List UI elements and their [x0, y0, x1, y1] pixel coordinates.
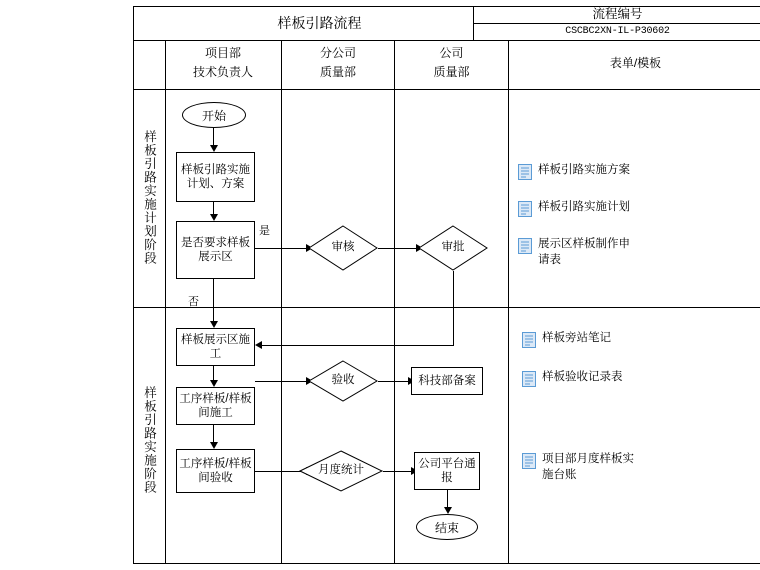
phase-exec-label: 样板引路实施阶段 [142, 386, 157, 494]
process-code-value: CSCBC2XN-IL-P30602 [565, 26, 670, 37]
col-company-quality-line1: 公司 [439, 46, 464, 61]
col-branch-quality-line1: 分公司 [319, 46, 356, 61]
node-process-build[interactable]: 工序样板/样板间施工 [176, 387, 255, 425]
node-monthly-stat[interactable] [299, 450, 383, 492]
edge-start-to-plan-arrow [210, 145, 218, 152]
document-icon [518, 238, 532, 260]
edge-approve-down [453, 271, 454, 345]
node-decision-need-model-area[interactable]: 是否要求样板展示区 [176, 221, 255, 279]
col-branch-quality-line2: 质量部 [319, 65, 356, 80]
edge-acceptance-to-record [378, 381, 410, 382]
node-monthly-stat-label: 月度统计 [318, 464, 364, 477]
edge-decision-to-review [255, 248, 308, 249]
document-icon [518, 201, 532, 223]
edge-process-to-accept [213, 425, 214, 443]
edge-modelarea-to-process-arrow [210, 380, 218, 387]
col-sep-1 [281, 40, 282, 564]
edge-notice-to-end [447, 490, 448, 508]
node-review[interactable] [308, 225, 378, 271]
form-plan-label: 样板引路实施计划 [538, 201, 630, 213]
node-acceptance-label: 验收 [331, 374, 355, 387]
phase-column-line [165, 40, 166, 564]
edge-notice-to-end-arrow [444, 507, 452, 514]
frame-bottom [133, 563, 760, 564]
form-supervision-note[interactable] [522, 331, 642, 354]
edge-monthly-to-notice [383, 471, 413, 472]
edge-start-to-plan [213, 128, 214, 145]
node-approve[interactable] [418, 225, 488, 271]
node-review-label: 审核 [331, 241, 355, 254]
edge-approve-to-modelarea-arrow [255, 341, 262, 349]
node-acceptance[interactable] [308, 360, 378, 402]
node-company-notice[interactable]: 公司平台通报 [414, 452, 480, 490]
edge-review-to-approve [378, 248, 418, 249]
form-apply-label: 展示区样板制作申请表 [538, 238, 630, 266]
document-icon [518, 164, 532, 186]
form-apply[interactable] [518, 237, 638, 268]
col-sep-2 [394, 40, 395, 564]
node-start[interactable]: 开始 [182, 102, 246, 128]
edge-label-yes: 是 [259, 225, 270, 237]
phase-plan-label: 样板引路实施计划阶段 [142, 130, 157, 265]
document-icon [522, 332, 536, 354]
colheader-bottom-line [133, 89, 760, 90]
form-monthly-ledger[interactable] [522, 452, 634, 483]
form-supervision-note-label: 样板旁站笔记 [542, 332, 611, 344]
col-company-quality-line2: 质量部 [433, 65, 470, 80]
col-sep-3 [508, 40, 509, 564]
col-forms-line1: 表单/模板 [609, 56, 662, 71]
form-acceptance-record[interactable] [522, 370, 634, 393]
form-plan-scheme-label: 样板引路实施方案 [538, 164, 630, 176]
form-acceptance-record-label: 样板验收记录表 [542, 371, 623, 383]
form-plan-scheme[interactable] [518, 163, 638, 186]
edge-approve-left [262, 345, 454, 346]
edge-label-no: 否 [188, 296, 199, 308]
node-approve-label: 审批 [441, 241, 465, 254]
document-icon [522, 453, 536, 475]
edge-no-down [213, 279, 214, 322]
col-project-dept-line1: 项目部 [204, 46, 241, 61]
edge-process-to-accept-arrow [210, 442, 218, 449]
header-bottom-line [133, 40, 760, 41]
page-title: 样板引路流程 [277, 14, 362, 31]
form-monthly-ledger-label: 项目部月度样板实施台账 [542, 453, 634, 481]
node-process-accept[interactable]: 工序样板/样板间验收 [176, 449, 255, 493]
process-code-label: 流程编号 [592, 7, 643, 22]
node-plan-doc[interactable]: 样板引路实施计划、方案 [176, 152, 255, 202]
col-project-dept-line2: 技术负责人 [192, 65, 253, 80]
edge-plan-to-decision-arrow [210, 214, 218, 221]
edge-to-acceptance [255, 381, 308, 382]
edge-modelarea-to-process [213, 366, 214, 381]
form-plan[interactable] [518, 200, 638, 223]
node-tech-record[interactable]: 科技部备案 [411, 367, 483, 395]
node-end[interactable]: 结束 [416, 514, 478, 540]
edge-no-down-arrow [210, 321, 218, 328]
node-model-area-build[interactable]: 样板展示区施工 [176, 328, 255, 366]
phase-divider [133, 307, 760, 308]
document-icon [522, 371, 536, 393]
